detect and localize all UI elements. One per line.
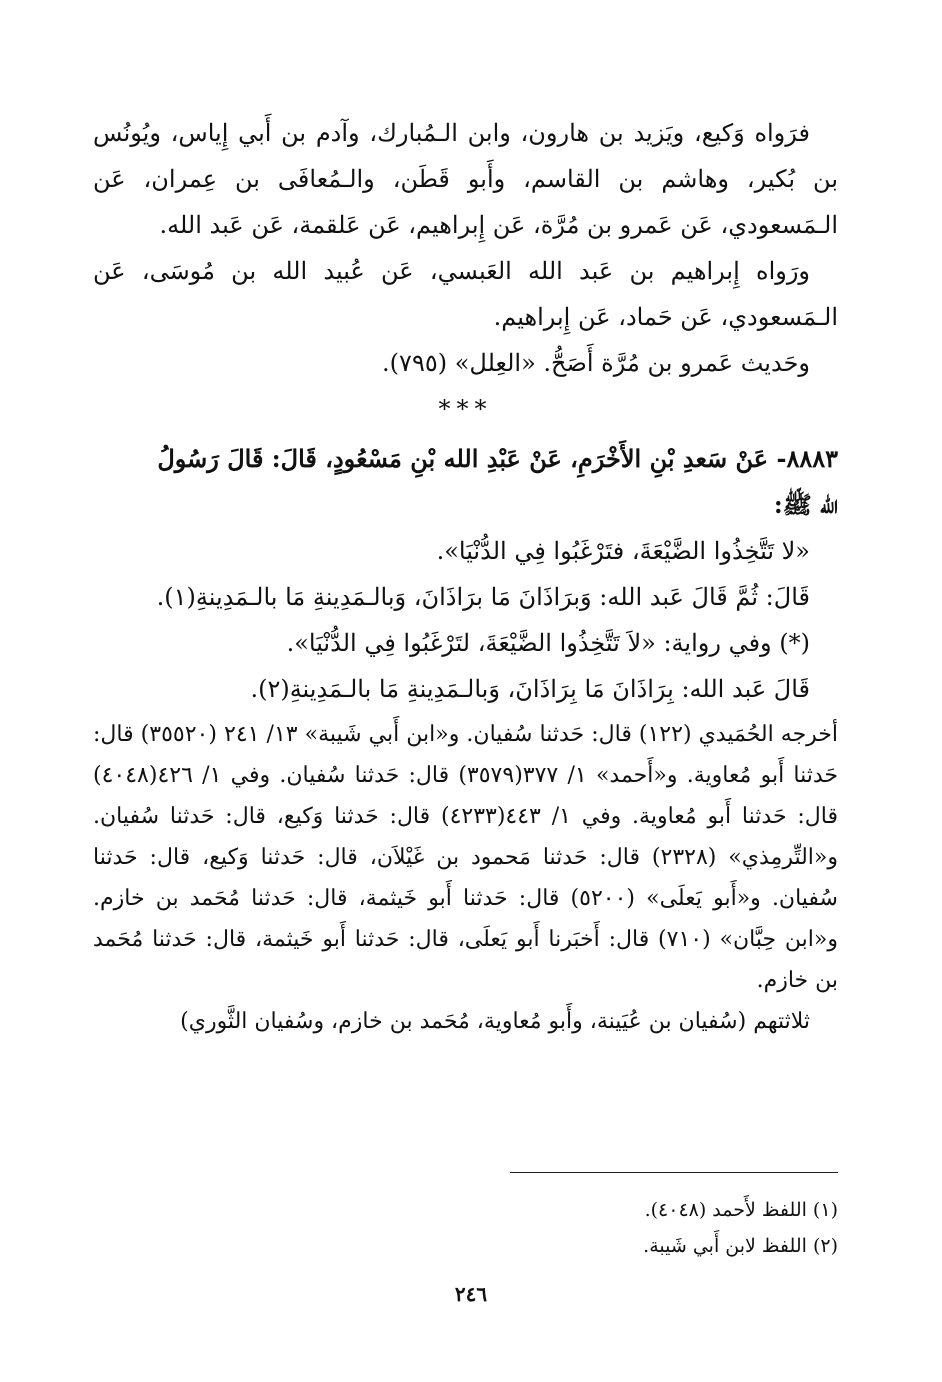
page-number: ٢٤٦ xyxy=(454,1282,488,1306)
hadith-heading-end: الله ﷺ: xyxy=(773,490,838,519)
takhrij-summary: ثلاثتهم (سُفيان بن عُيَينة، وأَبو مُعاوية، مُحَمد بن خازم، وسُفيان الثَّوري) xyxy=(180,1009,810,1034)
page-body xyxy=(93,110,838,1042)
takhrij-paragraph: أخرجه الحُمَيدي (١٢٢) قال: حَدثنا سُفيان. و«ابن أَبي شَيبة» ١٣/ ٢٤١ (٣٥٥٢٠) قال: حَدثنا أَبو مُعاوية. و«أَحمد» ١/ ٣٧٧(٣٥٧٩) قال: حَدثنا سُفيان. وفي ١/ ٤٢٦(٤٠٤٨) قال: حَدثنا أَبو مُعاوية. وفي ١/ ٤٤٣(٤٢٣٣) قال: حَدثنا وَكيع، قال: حَدثنا سُفيان. و«التِّرمِذي» (٢٣٢٨) قال: حَدثنا مَحمود بن غَيْلاَن، قال: حَدثنا وَكيع، قال: حَدثنا سُفيان. و«أَبو يَعلَى» (٥٢٠٠) قال: حَدثنا أَبو خَيثمة، قال: حَدثنا مُحَمد بن خازم. و«ابن حِبَّان» (٧١٠) قال: أَخبَرنا أَبو يَعلَى، قال: حَدثنا أَبو خَيثمة، قال: حَدثنا مُحَمد بن خازم. xyxy=(93,722,839,993)
footnote-2: (٢) اللفظ لابن أَبي شَيبة. xyxy=(643,1235,838,1257)
footnotes xyxy=(93,1192,838,1264)
hadith-text: «لا تَتَّخِذُوا الضَّيْعَةَ، فتَرْغَبُوا فِي الدُّنْيَا». xyxy=(436,537,810,565)
hadith-heading: ٨٨٨٣- عَنْ سَعدِ بْنِ الأَخْرَمِ، عَنْ عَبْدِ الله بْنِ مَسْعُودٍ، قَالَ: قَالَ رَسُولُ xyxy=(157,444,838,473)
main-text xyxy=(93,110,838,712)
paragraph-abbasi: ورَواه إِبراهيم بن عَبد الله العَبسي، عَن عُبيد الله بن مُوسَى، عَن الـمَسعودي، عَن حَماد، عَن إِبراهيم. xyxy=(93,257,838,331)
takhrij-section xyxy=(93,714,838,1042)
hadith-abdullah-saying: قَالَ: ثُمَّ قَالَ عَبد الله: وَبرَاذَانَ مَا برَاذَانَ، وَبالـمَدِينةِ مَا بالـمَدِينةِ(١). xyxy=(156,583,810,611)
paragraph-narrators: فرَواه وَكيع، ويَزيد بن هارون، وابن الـمُبارك، وآدم بن أَبي إِياس، ويُونُس بن بُكير، وهاشم بن القاسم، وأَبو قَطَن، والـمُعافَى بن عِمران، عَن الـمَسعودي، عَن عَمرو بن مُرَّة، عَن إِبراهيم، عَن عَلقمة، عَن عَبد الله. xyxy=(93,119,838,239)
footnote-separator xyxy=(510,1172,838,1173)
hadith-abdullah-saying-2: قَالَ عَبد الله: بِرَاذَانَ مَا بِرَاذَانَ، وَبالـمَدِينةِ مَا بالـمَدِينةِ(٢). xyxy=(250,675,810,703)
section-separator-stars: *** xyxy=(438,395,493,423)
hadith-other-narration: (*) وفي رواية: «لاَ تَتَّخِذُوا الضَّيْعَةَ، لتَرْغَبُوا فِي الدُّنْيَا». xyxy=(286,629,810,657)
footnote-1: (١) اللفظ لأَحمد (٤٠٤٨). xyxy=(644,1199,838,1221)
paragraph-ilal: وحَديث عَمرو بن مُرَّة أَصَحُّ. «العِلل» (٧٩٥). xyxy=(382,349,810,377)
